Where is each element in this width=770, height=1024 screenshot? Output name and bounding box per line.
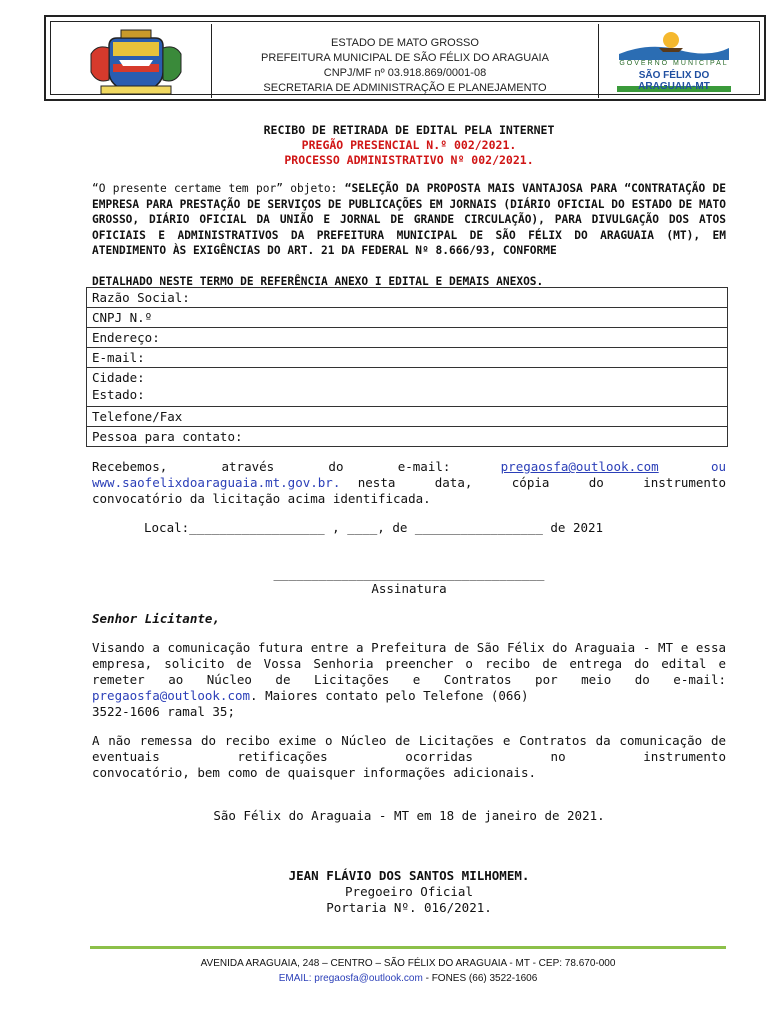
footer-phones: - FONES (66) 3522-1606	[422, 973, 538, 984]
salutation: Senhor Licitante,	[92, 611, 220, 626]
field-telefone[interactable]: Telefone/Fax	[87, 407, 728, 427]
field-endereco[interactable]: Endereço:	[87, 328, 728, 348]
signature-label: Assinatura	[371, 581, 447, 596]
processo-number: PROCESSO ADMINISTRATIVO Nº 002/2021.	[284, 153, 534, 167]
municipal-government-logo	[598, 24, 749, 98]
instructions-last-line: 3522-1606 ramal 35;	[92, 704, 235, 719]
footer-email[interactable]: EMAIL: pregaosfa@outlook.com	[278, 973, 423, 984]
receipt-ou: ou	[710, 459, 726, 474]
notice-paragraph: A não remessa do recibo exime o Núcleo de Licitações e Contratos da comunicação de eventuais retificações ocorridas no instrumento	[92, 733, 726, 764]
letterhead	[44, 15, 766, 101]
signature-line: ____________________________________	[273, 566, 545, 581]
field-estado: Estado:	[92, 387, 145, 402]
object-text: “SELEÇÃO DA PROPOSTA MAIS VANTAJOSA PARA “CONTRATAÇÃO DE EMPRESA PARA PRESTAÇÃO DE SERVIÇOS DE PUBLICAÇÕES EM JORNAIS (DIÁRIO OFICIAL DO ESTADO DE MATO GROSSO, DIÁRIO OFICIAL DA UNIÃO E JORNAL DE GRANDE CIRCULAÇÃO), PARA DIVULGAÇÃO DOS ATOS OFICIAIS E ADMINISTRATIVOS DA PREFEITURA MUNICIPAL DE SÃO FÉLIX DO ARAGUAIA (MT), EM ATENDIMENTO ÀS EXIGÊNCIAS DO ART. 21 DA FEDERAL Nº 8.666/93, CONFORME	[92, 182, 726, 257]
letterhead-text	[213, 36, 597, 96]
municipal-coat-of-arms-icon	[61, 24, 212, 98]
field-cidade-estado[interactable]	[87, 368, 728, 407]
field-contato[interactable]: Pessoa para contato:	[87, 427, 728, 447]
field-razao-social[interactable]: Razão Social:	[87, 288, 728, 308]
receipt-site-link[interactable]: www.saofelixdoaraguaia.mt.gov.br.	[92, 475, 341, 490]
receipt-intro: Recebemos, através do e-mail:	[92, 459, 451, 474]
date-line: São Félix do Araguaia - MT em 18 de janeiro de 2021.	[213, 808, 605, 823]
footer-divider	[90, 946, 726, 949]
header-state: ESTADO DE MATO GROSSO	[331, 37, 479, 49]
object-prefix: “O presente certame tem por” objeto:	[92, 182, 345, 195]
pregao-number: PREGÃO PRESENCIAL N.º 002/2021.	[301, 138, 517, 152]
signer-role: Pregoeiro Oficial	[345, 884, 473, 899]
header-cnpj: CNPJ/MF nº 03.918.869/0001-08	[323, 67, 487, 79]
header-secretaria: SECRETARIA DE ADMINISTRAÇÃO E PLANEJAMENTO	[263, 82, 547, 94]
logo-govt-label: GOVERNO MUNICIPAL	[619, 60, 729, 67]
field-cnpj[interactable]: CNPJ N.º	[87, 308, 728, 328]
logo-city-name: SÃO FÉLIX DO ARAGUAIA-MT	[638, 70, 710, 92]
receipt-line-1	[92, 459, 726, 475]
signer-portaria: Portaria Nº. 016/2021.	[326, 900, 492, 915]
document-title: RECIBO DE RETIRADA DE EDITAL PELA INTERNET	[263, 123, 555, 137]
instructions-phone: . Maiores contato pelo Telefone (066)	[250, 688, 529, 703]
receipt-line-2	[92, 475, 726, 491]
notice-last-line: convocatório, bem como de quaisquer informações adicionais.	[92, 765, 537, 780]
instructions-text: Visando a comunicação futura entre a Prefeitura de São Félix do Araguaia - MT e essa empresa, solicito de Vossa Senhoria preencher o recibo de entrega do edital e remeter ao Núcleo de Licitações e Contratos por meio do e-mail:	[92, 640, 726, 687]
local-date-line[interactable]: Local:__________________ , ____, de _________________ de 2021	[144, 520, 604, 535]
recipient-form	[86, 287, 728, 447]
footer-address: AVENIDA ARAGUAIA, 248 – CENTRO – SÃO FÉLIX DO ARAGUAIA - MT - CEP: 78.670-000	[200, 958, 616, 969]
object-last-line: DETALHADO NESTE TERMO DE REFERÊNCIA ANEXO I EDITAL E DEMAIS ANEXOS.	[92, 275, 544, 288]
field-email[interactable]: E-mail:	[87, 348, 728, 368]
receipt-email-link[interactable]: pregaosfa@outlook.com	[500, 459, 659, 474]
field-cidade: Cidade:	[92, 370, 145, 385]
footer-contact	[90, 973, 726, 984]
instructions-email-link[interactable]: pregaosfa@outlook.com	[92, 688, 251, 703]
header-prefeitura: PREFEITURA MUNICIPAL DE SÃO FÉLIX DO ARAGUAIA	[261, 52, 549, 64]
receipt-rest: nesta data, cópia do instrumento	[357, 475, 726, 490]
instructions-paragraph	[92, 640, 726, 704]
object-paragraph	[92, 181, 726, 259]
signer-name: JEAN FLÁVIO DOS SANTOS MILHOMEM.	[288, 868, 530, 883]
receipt-line-3: convocatório da licitação acima identificada.	[92, 491, 431, 506]
